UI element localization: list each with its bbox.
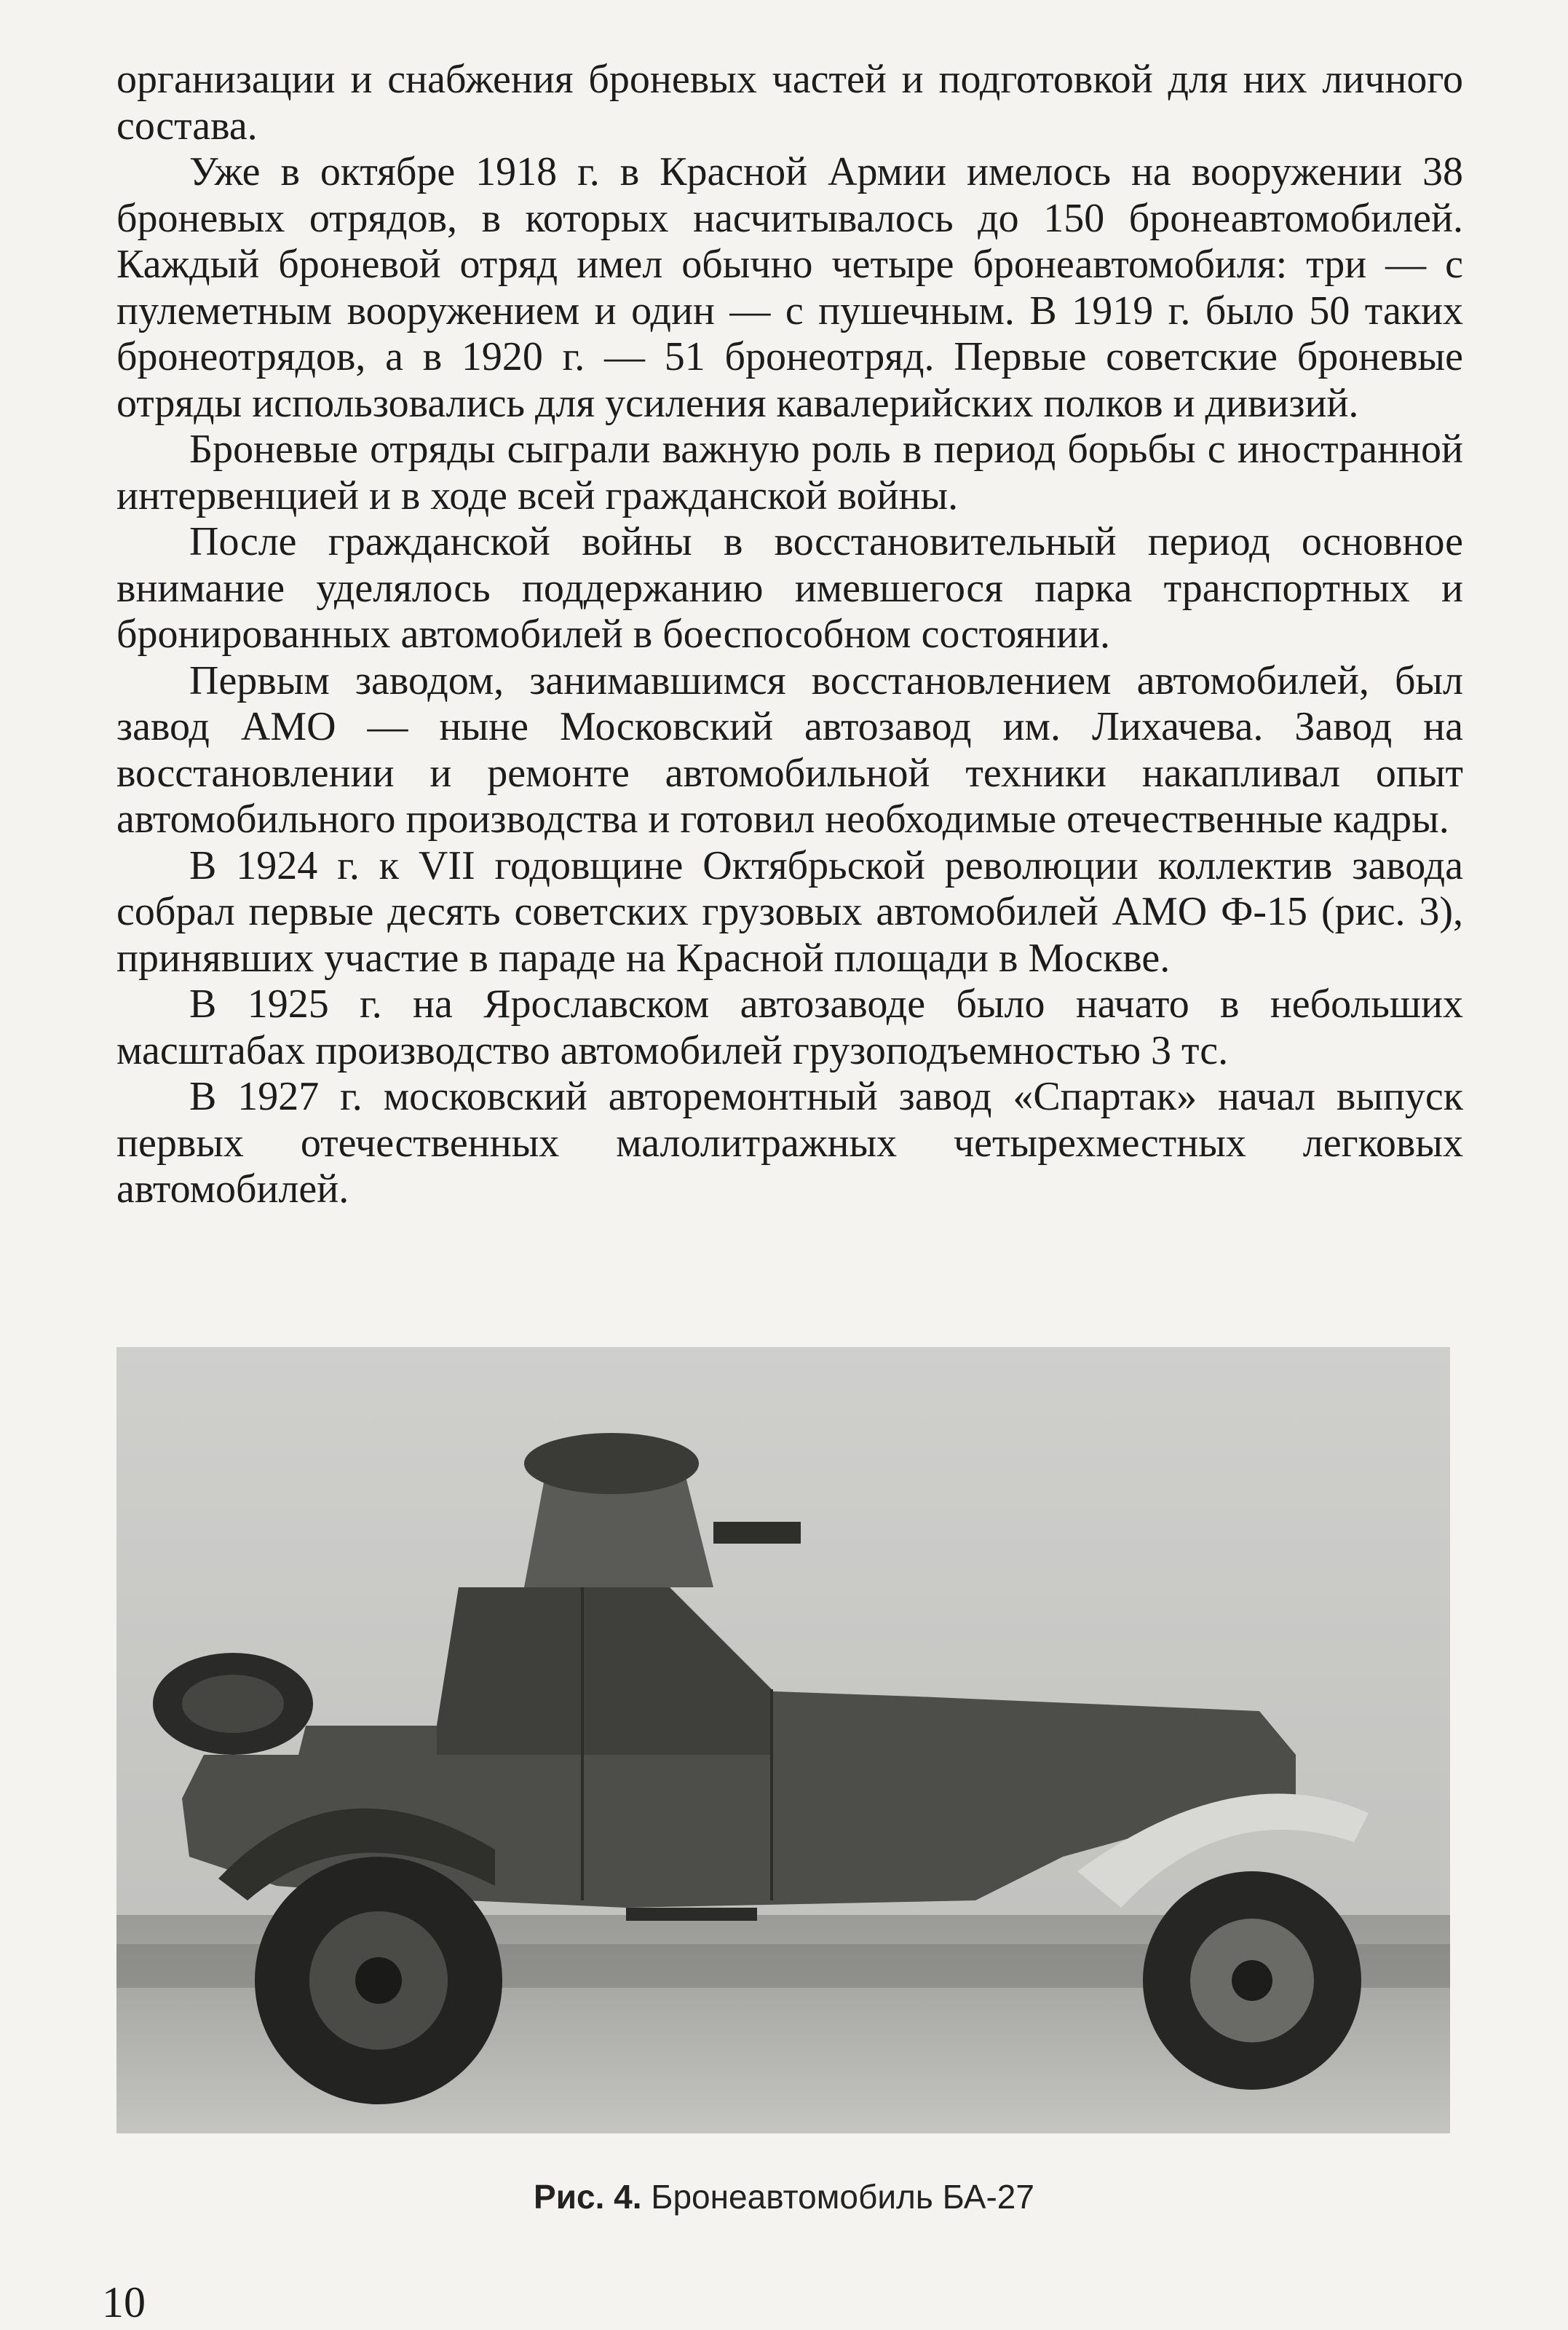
page-number: 10 <box>102 2278 146 2326</box>
body-text <box>116 57 1463 1213</box>
paragraph: В 1925 г. на Ярославском автозаводе было начато в небольших масштабах производство автомобилей грузоподъемностью 3 тс. <box>116 982 1463 1073</box>
figure-label: Рис. 4. <box>534 2178 642 2216</box>
figure-caption <box>0 2177 1568 2216</box>
paragraph: организации и снабжения броневых частей и подготовкой для них личного состава. <box>116 57 1463 149</box>
paragraph: После гражданской войны в восстановительный период основное внимание уделялось поддержанию имевшегося парка транспортных и бронированных автомобилей в боеспособном состоянии. <box>116 519 1463 657</box>
paragraph: Броневые отряды сыграли важную роль в период борьбы с иностранной интервенцией и в ходе всей гражданской войны. <box>116 427 1463 518</box>
armored-car-photo <box>116 1347 1450 2133</box>
paragraph: В 1924 г. к VII годовщине Октябрьской революции коллектив завода собрал первые десять советских грузовых автомобилей АМО Ф-15 (рис. 3), принявших участие в параде на Красной площади в Москве. <box>116 842 1463 981</box>
paragraph: Первым заводом, занимавшимся восстановлением автомобилей, был завод АМО — ныне Московский автозавод им. Лихачева. Завод на восстановлении и ремонте автомобильной техники накапливал опыт автомобильного производства и готовил необходимые отечественные кадры. <box>116 657 1463 842</box>
figure-title: Бронеавтомобиль БА-27 <box>651 2178 1034 2216</box>
paragraph: Уже в октябре 1918 г. в Красной Армии имелось на вооружении 38 броневых отрядов, в которых насчитывалось до 150 бронеавтомобилей. Каждый броневой отряд имел обычно четыре бронеавтомобиля: три — с пулеметным вооружением и один — с пушечным. В 1919 г. было 50 таких бронеотрядов, а в 1920 г. — 51 бронеотряд. Первые советские броневые отряды использовались для усиления кавалерийских полков и дивизий. <box>116 149 1463 426</box>
paragraph: В 1927 г. московский авторемонтный завод «Спартак» начал выпуск первых отечественных малолитражных четырехместных легковых автомобилей. <box>116 1074 1463 1212</box>
